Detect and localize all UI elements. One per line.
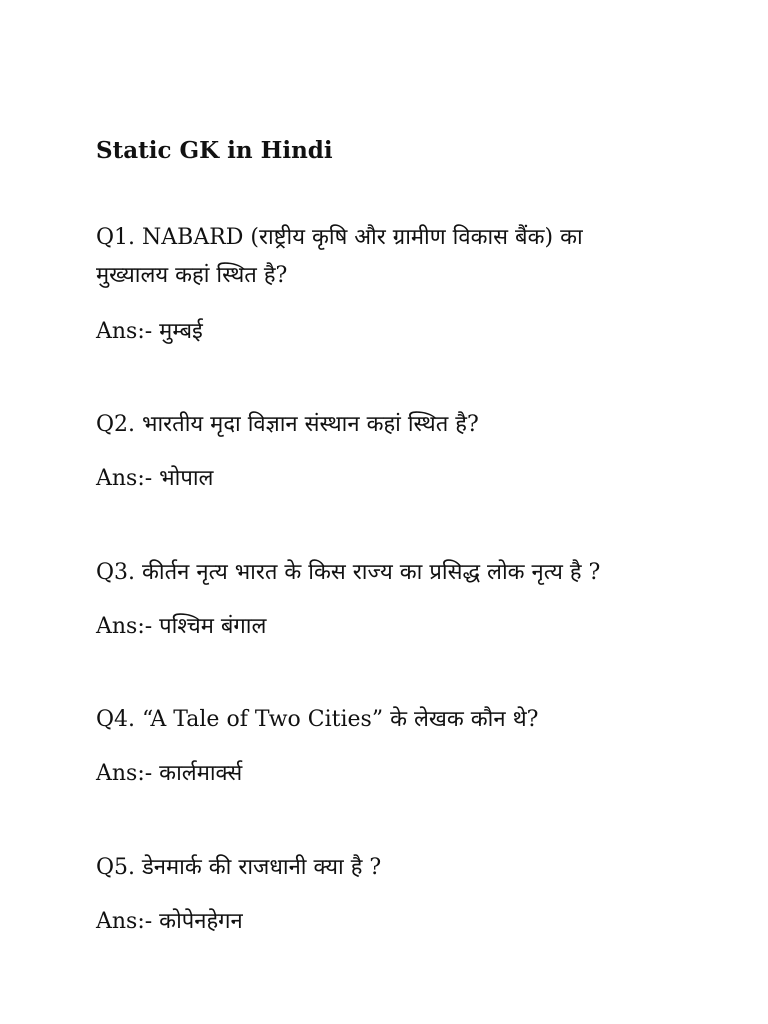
question-4: Q4. “A Tale of Two Cities” के लेखक कौन थे? xyxy=(96,707,539,732)
document-title: Static GK in Hindi xyxy=(96,137,333,164)
answer-1: Ans:- मुम्बई xyxy=(96,319,203,344)
answer-2: Ans:- भोपाल xyxy=(96,466,214,491)
answer-3: Ans:- पश्चिम बंगाल xyxy=(96,614,267,639)
question-2: Q2. भारतीय मृदा विज्ञान संस्थान कहां स्थित है? xyxy=(96,412,479,437)
question-3: Q3. कीर्तन नृत्य भारत के किस राज्य का प्रसिद्ध लोक नृत्य है ? xyxy=(96,560,601,585)
answer-5: Ans:- कोपेनहेगन xyxy=(96,909,243,934)
answer-4: Ans:- कार्लमार्क्स xyxy=(96,761,243,786)
question-1: Q1. NABARD (राष्ट्रीय कृषि और ग्रामीण विकास बैंक) का मुख्यालय कहां स्थित है? xyxy=(96,225,583,288)
question-5: Q5. डेनमार्क की राजधानी क्या है ? xyxy=(96,855,382,880)
